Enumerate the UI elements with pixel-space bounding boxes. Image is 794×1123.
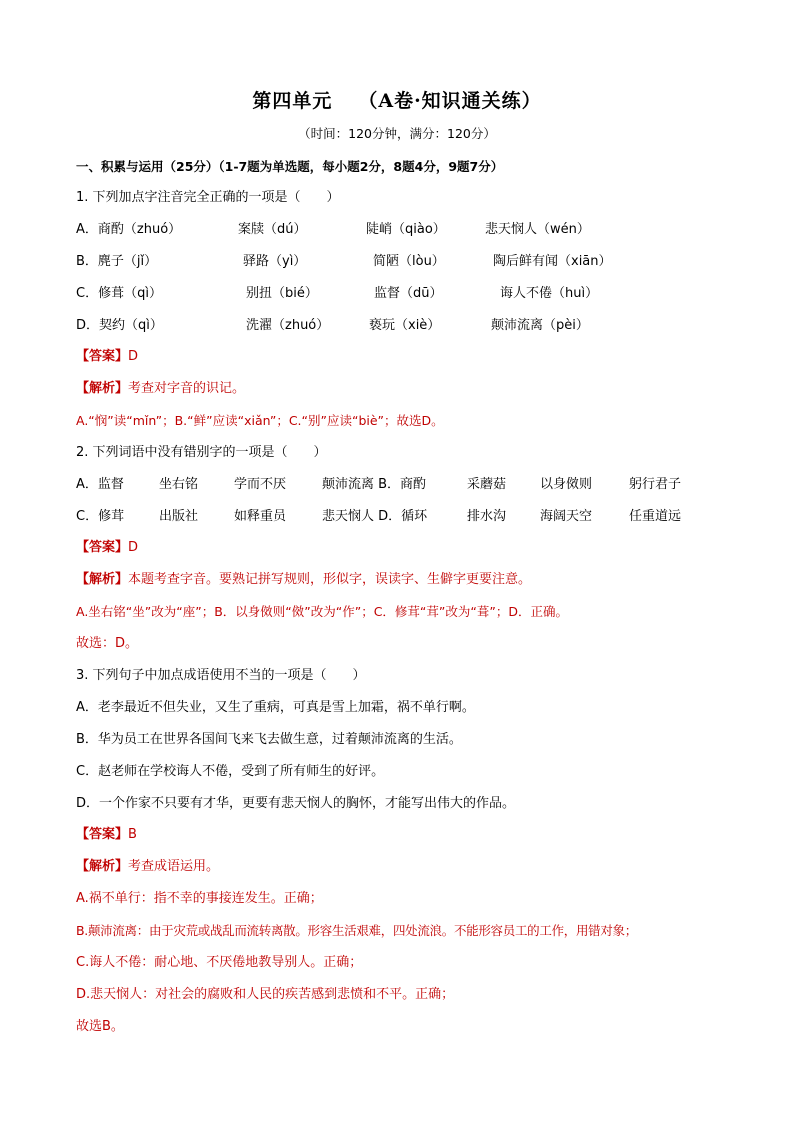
q2-b-4: 躬行君子: [629, 477, 682, 492]
q1-opt-c-1: C．修葺（qì）: [76, 286, 162, 301]
q2-a-3: 学而不厌: [234, 477, 287, 492]
analysis-text: 考查成语运用。: [128, 859, 220, 874]
q2-c-1: C．修茸: [76, 509, 125, 524]
analysis-label: 【解析】: [76, 381, 129, 396]
section-heading: 一、积累与运用（25分）（1-7题为单选题，每小题2分，8题4分，9题7分）: [76, 159, 504, 174]
q1-opt-b-4: 陶后鲜有闻（xiān）: [493, 254, 612, 269]
q3-conclusion: 故选B。: [76, 1019, 124, 1034]
answer-label: 【答案】: [76, 827, 129, 842]
title-sub: （A卷·知识通关练）: [358, 90, 542, 112]
q1-opt-d-4: 颠沛流离（pèi）: [491, 318, 589, 333]
q1-explain: A.“悯”读“mǐn”；B.“鲜”应读“xiǎn”；C.“别”应读“biè”；故选D。: [76, 413, 444, 428]
q2-c-3: 如释重员: [234, 509, 287, 524]
q1-analysis: [76, 380, 245, 398]
q1-opt-a-4: 悲天悯人（wén）: [485, 222, 590, 237]
q2-analysis: [76, 571, 531, 589]
analysis-text: 考查对字音的识记。: [128, 381, 246, 396]
answer-value: B: [128, 827, 137, 842]
q1-opt-a-2: 案牍（dú）: [238, 222, 307, 237]
q1-opt-a-3: 陡峭（qiào）: [366, 222, 446, 237]
q3-explain-b: B.颠沛流离：由于灾荒或战乱而流转离散。形容生活艰难，四处流浪。不能形容员工的工作，用错对象；: [76, 923, 637, 938]
q2-answer: [76, 539, 138, 557]
q1-opt-b-2: 驿路（yì）: [243, 254, 307, 269]
answer-value: D: [128, 349, 139, 364]
q2-c-4: 悲天悯人 D．循环: [322, 509, 428, 524]
q2-a-4: 颠沛流离 B．商酌: [322, 477, 427, 492]
q2-a-1: A．监督: [76, 477, 124, 492]
answer-value: D: [128, 540, 139, 555]
q3-explain-a: A.祸不单行：指不幸的事接连发生。正确；: [76, 891, 323, 906]
page-title: [0, 86, 794, 113]
q1-opt-c-4: 诲人不倦（huì）: [500, 286, 599, 301]
q3-explain-c: C.诲人不倦：耐心地、不厌倦地教导别人。正确；: [76, 955, 363, 970]
q1-opt-d-2: 洗濯（zhuó）: [246, 318, 330, 333]
q1-opt-b-1: B．麂子（jǐ）: [76, 254, 158, 269]
q2-d-3: 海阔天空: [540, 509, 593, 524]
q2-d-2: 排水沟: [467, 509, 507, 524]
q1-opt-d-3: 亵玩（xiè）: [369, 318, 441, 333]
q3-option-a: A．老李最近不但失业，又生了重病，可真是雪上加霜，祸不单行啊。: [76, 700, 475, 715]
analysis-text: 本题考查字音。要熟记拼写规则，形似字，误读字、生僻字更要注意。: [128, 572, 532, 587]
q2-a-2: 坐右铭: [159, 477, 199, 492]
q3-analysis: [76, 858, 219, 876]
answer-label: 【答案】: [76, 349, 129, 364]
q1-opt-c-3: 监督（dū）: [374, 286, 443, 301]
answer-label: 【答案】: [76, 540, 129, 555]
analysis-label: 【解析】: [76, 572, 129, 587]
q2-stem: 2. 下列词语中没有错别字的一项是（ ）: [76, 445, 327, 460]
q3-option-b: B．华为员工在世界各国间飞来飞去做生意，过着颠沛流离的生活。: [76, 732, 462, 747]
q3-answer: [76, 826, 137, 844]
exam-info: （时间：120分钟，满分：120分）: [298, 126, 496, 141]
title-main: 第四单元: [252, 90, 333, 112]
q3-stem: 3. 下列句子中加点成语使用不当的一项是（ ）: [76, 668, 366, 683]
q1-opt-d-1: D．契约（qì）: [76, 318, 163, 333]
analysis-label: 【解析】: [76, 859, 129, 874]
q2-b-3: 以身傚则: [540, 477, 593, 492]
q3-option-c: C．赵老师在学校诲人不倦，受到了所有师生的好评。: [76, 764, 385, 779]
q2-b-2: 采蘑菇: [467, 477, 507, 492]
q1-answer: [76, 348, 138, 366]
q1-opt-a-1: A．商酌（zhuó）: [76, 222, 182, 237]
q3-option-d: D．一个作家不只要有才华，更要有悲天悯人的胸怀，才能写出伟大的作品。: [76, 796, 516, 811]
q1-stem: 1. 下列加点字注音完全正确的一项是（ ）: [76, 190, 340, 205]
q2-explain: A.坐右铭“坐”改为“座”；B．以身傚则“傚”改为“作”；C．修茸“茸”改为“葺”；D．正确。: [76, 604, 568, 619]
q2-c-2: 出版社: [159, 509, 199, 524]
q2-conclusion: 故选：D。: [76, 636, 139, 651]
q2-d-4: 任重道远: [629, 509, 682, 524]
q1-opt-c-2: 别扭（bié）: [246, 286, 318, 301]
q3-explain-d: D.悲天悯人：对社会的腐败和人民的疾苦感到悲愤和不平。正确；: [76, 987, 455, 1002]
q1-opt-b-3: 简陋（lòu）: [373, 254, 445, 269]
